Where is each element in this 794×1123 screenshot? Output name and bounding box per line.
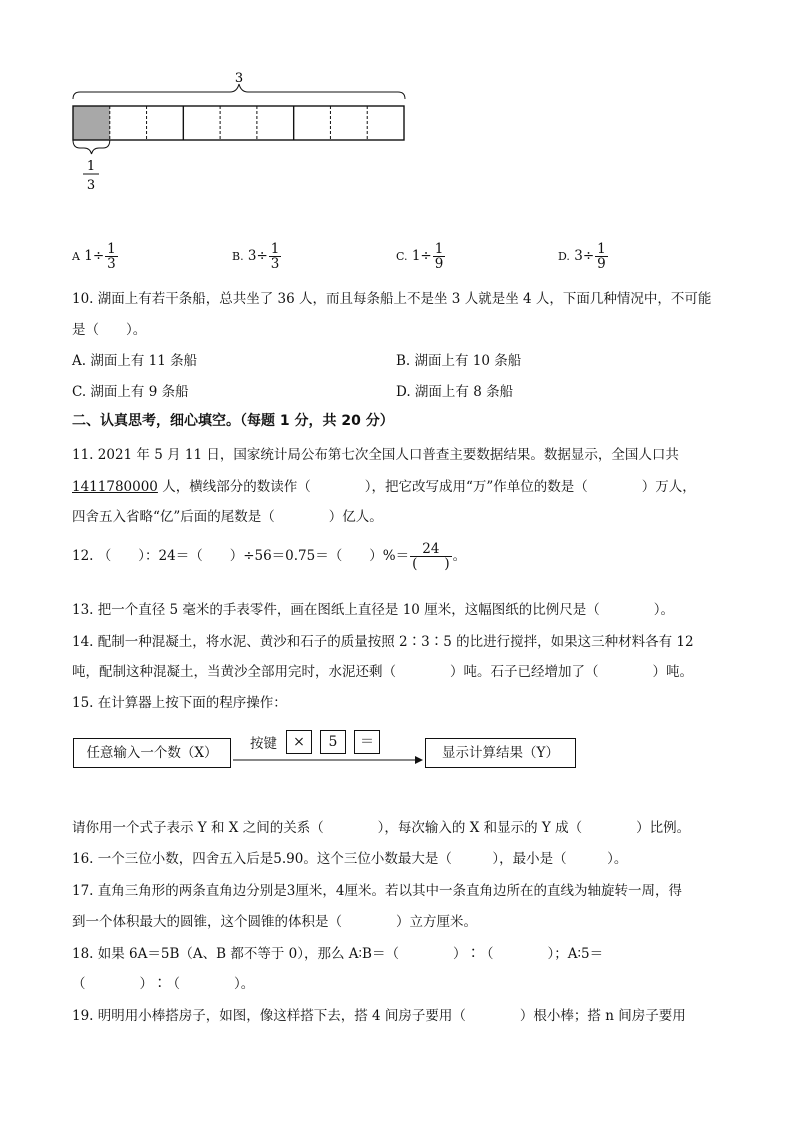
shaded-segment (73, 106, 110, 140)
q10-option-a: A. 湖面上有 11 条船 (72, 353, 198, 369)
part-brace (73, 140, 110, 154)
q19-line: 19. 明明用小棒搭房子，如图，像这样搭下去，搭 4 间房子要用（ ）根小棒；搭 n 间房子要用 (72, 1008, 686, 1024)
fraction-bar-diagram (60, 66, 420, 196)
q18-line2: （ ）∶（ ）。 (72, 976, 255, 992)
q13-line: 13. 把一个直径 5 毫米的手表零件，画在图纸上直径是 10 厘米，这幅图纸的比例尺是（ ）。 (72, 602, 674, 618)
total-label: 3 (234, 71, 244, 86)
keys-label: 按键 (250, 736, 277, 752)
q10-option-b: B. 湖面上有 10 条船 (396, 353, 522, 369)
q16-line: 16. 一个三位小数，四舍五入后是5.90。这个三位小数最大是（ ），最小是（ ）。 (72, 851, 628, 867)
q17-line1: 17. 直角三角形的两条直角边分别是3厘米，4厘米。若以其中一条直角边所在的直线为轴旋转一周，得 (72, 883, 682, 899)
part-numerator: 1 (86, 159, 96, 174)
q10-line1: 10. 湖面上有若干条船，总共坐了 36 人，而且每条船上不是坐 3 人就是坐 4 人，下面几种情况中，不可能 (72, 291, 712, 307)
q14-line2: 吨，配制这种混凝土，当黄沙全部用完时，水泥还剩（ ）吨。石子已经增加了（ ）吨。 (72, 664, 693, 680)
q11-line3: 四舍五入省略“亿”后面的尾数是（ ）亿人。 (72, 509, 383, 525)
q10-option-c: C. 湖面上有 9 条船 (72, 384, 189, 400)
part-denominator: 3 (86, 178, 96, 193)
output-box: 显示计算结果（Y） (425, 738, 576, 768)
q10-option-d: D. 湖面上有 8 条船 (396, 384, 514, 400)
q14-line1: 14. 配制一种混凝土，将水泥、黄沙和石子的质量按照 2∶3∶5 的比进行搅拌，如果这三种材料各有 12 (72, 634, 694, 650)
q11-line1: 11. 2021 年 5 月 11 日，国家统计局公布第七次全国人口普查主要数据结果。数据显示，全国人口共 (72, 447, 679, 463)
q9-option-a: A 1÷ $\frac{1}{3}$ (72, 241, 116, 273)
q11-line2: 1411780000 人，横线部分的数读作（ ），把它改写成用“万”作单位的数是（ ）万人， (72, 479, 696, 495)
population-number: 1411780000 (72, 479, 158, 495)
q15-line2: 请你用一个式子表示 Y 和 X 之间的关系（ ），每次输入的 X 和显示的 Y 成（ ）比例。 (72, 820, 691, 836)
input-box: 任意输入一个数（X） (73, 738, 231, 768)
q9-option-b: B. 3÷ $\frac{1}{3}$ (232, 241, 280, 273)
q15-line1: 15. 在计算器上按下面的程序操作： (72, 695, 287, 711)
q18-line1: 18. 如果 6A＝5B（A、B 都不等于 0），那么 A∶B＝（ ）∶（ ）；A∶5＝ (72, 946, 604, 962)
segment-dividers (110, 106, 367, 140)
q9-option-c: C. 1÷ $\frac{1}{9}$ (396, 241, 444, 273)
total-brace (73, 84, 405, 99)
q10-line2: 是（ ）。 (72, 322, 147, 338)
section-heading: 二、认真思考，细心填空。（每题 1 分，共 20 分） (72, 413, 394, 429)
bar-outline (73, 106, 404, 140)
q17-line2: 到一个体积最大的圆锥，这个圆锥的体积是（ ）立方厘米。 (72, 914, 477, 930)
key-equals: ＝ (354, 730, 380, 754)
q9-option-d: D. 3÷ $\frac{1}{9}$ (558, 241, 606, 273)
q12-line: 12. （ ）：24＝（ ）÷56＝0.75＝（ ）%＝ $\frac{24}{( )}$ 。 (72, 541, 467, 573)
flow-arrow (229, 753, 424, 767)
key-times: × (286, 730, 312, 754)
key-five: 5 (320, 730, 346, 754)
